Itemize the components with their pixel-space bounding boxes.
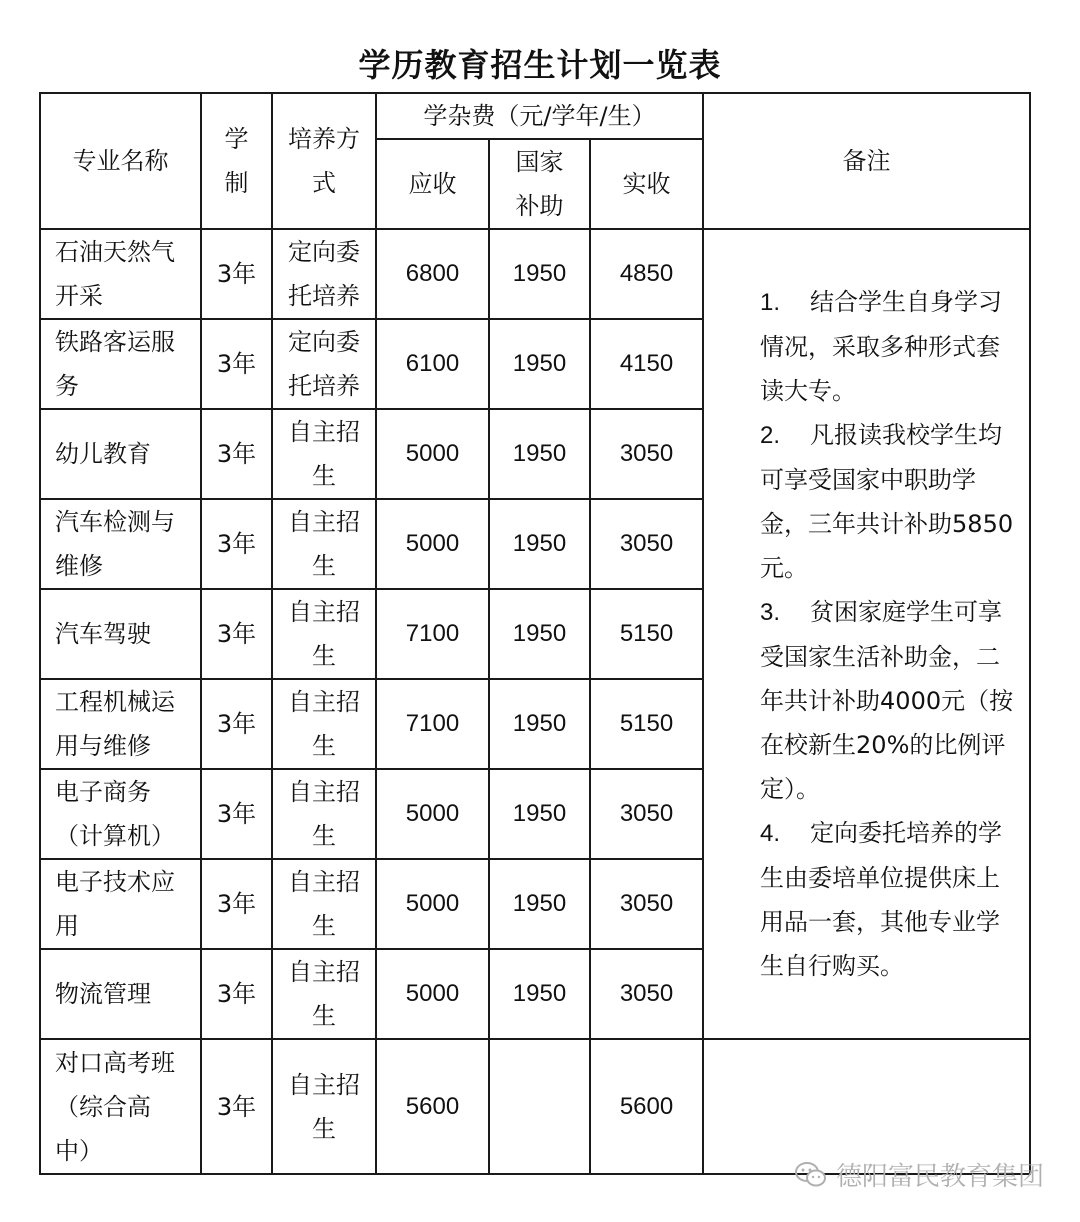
note-item: 2. 凡报读我校学生均 可享受国家中职助学 金，三年共计补助5850 元。 xyxy=(760,421,1014,582)
major-name: 石油天然气 开采 xyxy=(40,229,201,319)
fee-actual: 3050 xyxy=(590,769,703,859)
note-number: 2. xyxy=(760,422,781,449)
fee-subsidy xyxy=(489,1039,590,1174)
training-mode: 自主招 生 xyxy=(272,769,376,859)
fee-due: 6800 xyxy=(376,229,489,319)
fee-subsidy: 1950 xyxy=(489,949,590,1039)
fee-due: 5000 xyxy=(376,859,489,949)
wechat-icon xyxy=(794,1161,828,1189)
fee-subsidy: 1950 xyxy=(489,859,590,949)
table-row xyxy=(40,229,1030,319)
major-name: 电子技术应 用 xyxy=(40,859,201,949)
fee-subsidy: 1950 xyxy=(489,229,590,319)
fee-due: 7100 xyxy=(376,679,489,769)
fee-actual: 3050 xyxy=(590,949,703,1039)
header-due: 应收 xyxy=(376,139,489,229)
fee-due: 5000 xyxy=(376,409,489,499)
training-mode: 自主招 生 xyxy=(272,499,376,589)
training-mode: 自主招 生 xyxy=(272,1039,376,1174)
header-mode: 培养方 式 xyxy=(272,93,376,229)
duration: 3年 xyxy=(201,319,272,409)
fee-actual: 3050 xyxy=(590,859,703,949)
page-title: 学历教育招生计划一览表 xyxy=(358,46,722,84)
header-major: 专业名称 xyxy=(40,93,201,229)
note-item: 1. 结合学生自身学习 情况，采取多种形式套 读大专。 xyxy=(760,288,1003,405)
remarks-empty xyxy=(703,1039,1030,1174)
fee-subsidy: 1950 xyxy=(489,319,590,409)
major-name: 对口高考班 （综合高 中） xyxy=(40,1039,201,1174)
training-mode: 自主招 生 xyxy=(272,859,376,949)
major-name: 物流管理 xyxy=(40,949,201,1039)
fee-subsidy: 1950 xyxy=(489,409,590,499)
fee-due: 7100 xyxy=(376,589,489,679)
enrollment-plan-table xyxy=(39,92,1031,1175)
training-mode: 自主招 生 xyxy=(272,679,376,769)
fee-due: 5600 xyxy=(376,1039,489,1174)
table-row xyxy=(40,1039,1030,1174)
major-name: 电子商务 （计算机） xyxy=(40,769,201,859)
note-number: 4. xyxy=(760,820,781,847)
fee-actual: 4150 xyxy=(590,319,703,409)
major-name: 汽车检测与 维修 xyxy=(40,499,201,589)
fee-actual: 5600 xyxy=(590,1039,703,1174)
duration: 3年 xyxy=(201,499,272,589)
note-item: 4. 定向委托培养的学 生由委培单位提供床上 用品一套，其他专业学 生自行购买。 xyxy=(760,819,1003,980)
fee-actual: 3050 xyxy=(590,409,703,499)
fee-subsidy: 1950 xyxy=(489,499,590,589)
note-number: 3. xyxy=(760,599,781,626)
header-duration: 学 制 xyxy=(201,93,272,229)
duration: 3年 xyxy=(201,1039,272,1174)
fee-subsidy: 1950 xyxy=(489,769,590,859)
header-fee-group: 学杂费（元/学年/生） xyxy=(376,93,703,139)
training-mode: 自主招 生 xyxy=(272,589,376,679)
fee-due: 5000 xyxy=(376,769,489,859)
training-mode: 自主招 生 xyxy=(272,409,376,499)
major-name: 汽车驾驶 xyxy=(40,589,201,679)
note-item: 3. 贫困家庭学生可享 受国家生活补助金，二 年共计补助4000元（按 在校新生20%的比例评 定）。 xyxy=(760,598,1014,803)
duration: 3年 xyxy=(201,859,272,949)
fee-actual: 5150 xyxy=(590,679,703,769)
header-actual: 实收 xyxy=(590,139,703,229)
duration: 3年 xyxy=(201,769,272,859)
training-mode: 定向委 托培养 xyxy=(272,229,376,319)
training-mode: 自主招 生 xyxy=(272,949,376,1039)
major-name: 工程机械运 用与维修 xyxy=(40,679,201,769)
fee-subsidy: 1950 xyxy=(489,679,590,769)
header-remarks: 备注 xyxy=(703,93,1030,229)
watermark-text: 德阳富民教育集团 xyxy=(835,1162,1044,1192)
fee-actual: 4850 xyxy=(590,229,703,319)
duration: 3年 xyxy=(201,679,272,769)
duration: 3年 xyxy=(201,409,272,499)
training-mode: 定向委 托培养 xyxy=(272,319,376,409)
fee-due: 6100 xyxy=(376,319,489,409)
fee-actual: 3050 xyxy=(590,499,703,589)
major-name: 铁路客运服 务 xyxy=(40,319,201,409)
major-name: 幼儿教育 xyxy=(40,409,201,499)
header-subsidy: 国家 补助 xyxy=(489,139,590,229)
duration: 3年 xyxy=(201,949,272,1039)
duration: 3年 xyxy=(201,589,272,679)
watermark xyxy=(794,1156,1044,1193)
duration: 3年 xyxy=(201,229,272,319)
note-number: 1. xyxy=(760,289,781,316)
fee-due: 5000 xyxy=(376,949,489,1039)
fee-actual: 5150 xyxy=(590,589,703,679)
fee-subsidy: 1950 xyxy=(489,589,590,679)
fee-due: 5000 xyxy=(376,499,489,589)
remarks-notes xyxy=(703,229,1030,1039)
